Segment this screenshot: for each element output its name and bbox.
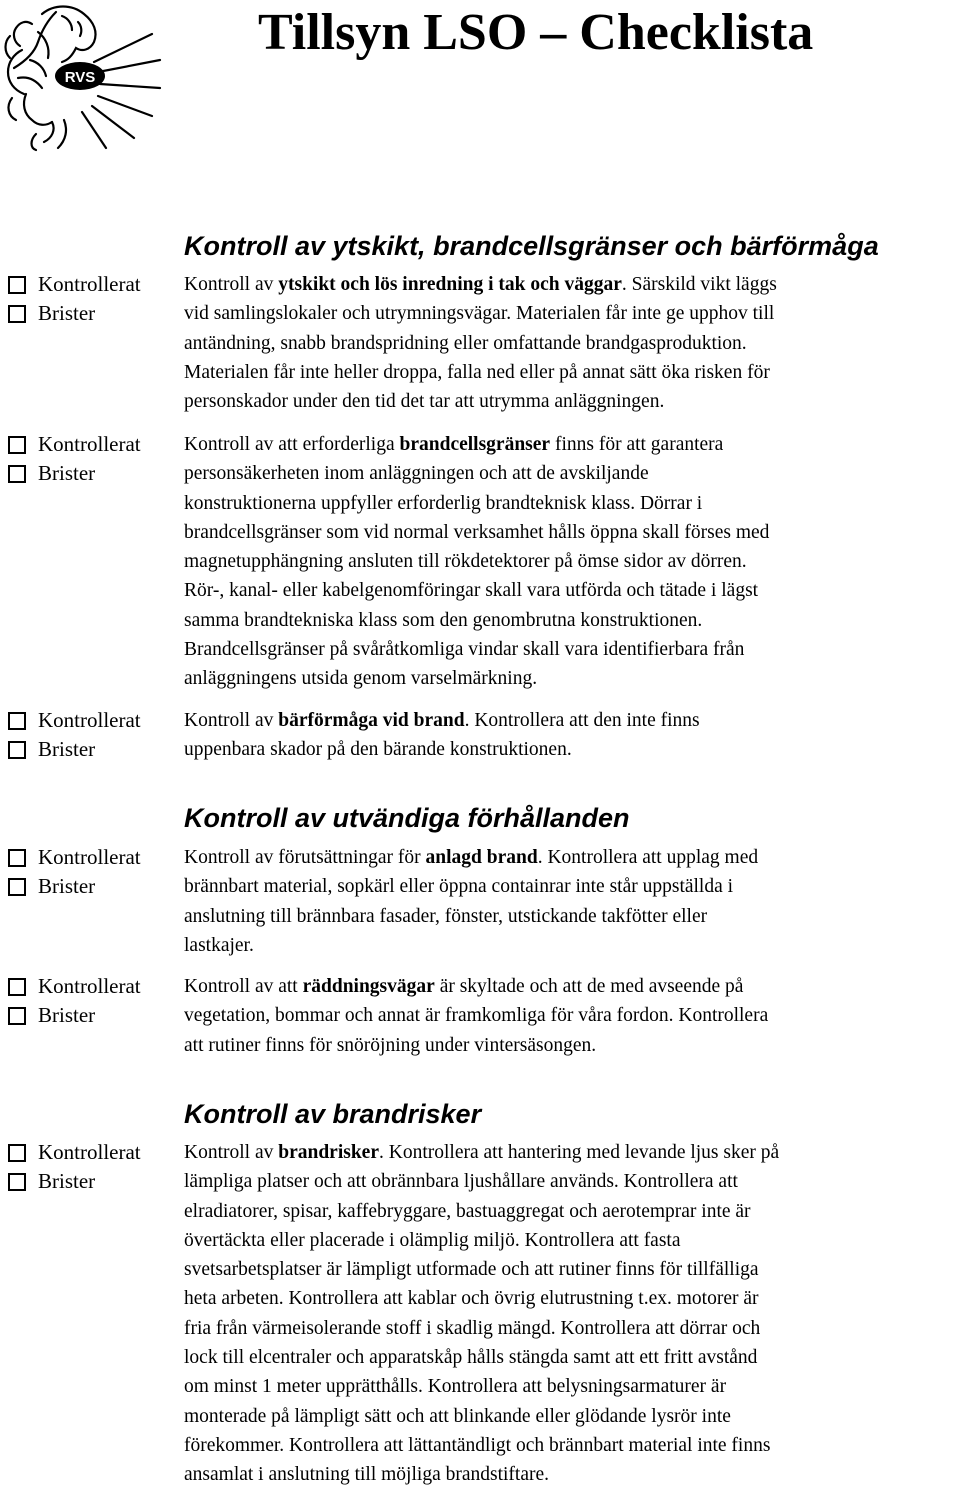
logo-text: RVS: [64, 69, 96, 86]
text-line: Kontroll av att erforderliga brandcellsgränser finns för att garantera: [184, 434, 724, 455]
text-line: vegetation, bommar och annat är framkomliga för våra fordon. Kontrollera: [184, 1005, 769, 1027]
section-heading: Kontroll av utvändiga förhållanden: [184, 803, 630, 833]
checkbox-group: [8, 430, 178, 489]
item-text: [184, 843, 960, 960]
section-heading: Kontroll av brandrisker: [184, 1099, 482, 1129]
checked-label: Kontrollerat: [38, 1140, 141, 1164]
text-line: monterade på lämpligt sätt och att blinkande eller glödande lysrör inte: [184, 1405, 731, 1427]
item-text: [184, 706, 960, 765]
text-line: brännbart material, sopkärl eller öppna containrar inte står uppställda i: [184, 876, 734, 898]
checked-label: Kontrollerat: [38, 708, 141, 732]
checkbox-icon[interactable]: [8, 1173, 26, 1191]
text-line: att rutiner finns för snöröjning under vintersäsongen.: [184, 1034, 597, 1056]
section-heading: Kontroll av ytskikt, brandcellsgränser och bärförmåga: [184, 231, 879, 261]
checkbox-icon[interactable]: [8, 712, 26, 730]
checked-checkbox[interactable]: [8, 706, 178, 735]
defects-label: Brister: [38, 1169, 96, 1194]
defects-label: Brister: [38, 1003, 96, 1028]
checkbox-icon[interactable]: [8, 276, 26, 294]
text-line: anslutning till brännbara fasader, fönster, utstickande takfötter eller: [184, 905, 708, 927]
checked-label: Kontrollerat: [38, 974, 141, 998]
defects-label: Brister: [38, 874, 96, 899]
rvs-logo: [2, 2, 164, 152]
text-line: lämpliga platser och att obrännbara ljushållare används. Kontrollera att: [184, 1171, 738, 1193]
text-line: magnetupphängning ansluten till rökdetektorer på ömse sidor av dörren.: [184, 551, 747, 573]
checked-checkbox[interactable]: [8, 270, 178, 299]
text-line: Materialen får inte heller droppa, falla ned eller på annat sätt öka risken för: [184, 361, 770, 383]
text-line: lock till elcentraler och apparatskåp hålls stängda samt att ett fritt avstånd: [184, 1347, 758, 1369]
text-line: anläggningens utsida genom varselmärkning.: [184, 668, 538, 690]
text-line: förekommer. Kontrollera att lättantändligt och brännbart material inte finns: [184, 1434, 771, 1456]
text-line: Rör-, kanal- eller kabelgenomföringar skall vara utförda och tätade i lägst: [184, 580, 759, 602]
checkbox-group: [8, 706, 178, 765]
text-line: elradiatorer, spisar, kaffebryggare, bastuaggregat och aerotemprar inte är: [184, 1200, 751, 1222]
item-text: [184, 270, 960, 416]
defects-label: Brister: [38, 737, 96, 762]
defects-label: Brister: [38, 301, 96, 326]
text-line: samma brandtekniska klass som den genombrutna konstruktionen.: [184, 609, 703, 631]
text-line: övertäckta eller placerade i olämplig miljö. Kontrollera att fasta: [184, 1229, 681, 1251]
checked-label: Kontrollerat: [38, 432, 141, 456]
defects-label: Brister: [38, 461, 96, 486]
checked-label: Kontrollerat: [38, 272, 141, 296]
item-text: [184, 430, 960, 694]
defects-checkbox[interactable]: [8, 1001, 178, 1030]
checkbox-icon[interactable]: [8, 978, 26, 996]
defects-checkbox[interactable]: [8, 1167, 178, 1196]
document-title: Tillsyn LSO – Checklista: [258, 4, 814, 61]
checkbox-group: [8, 972, 178, 1031]
text-line: uppenbara skador på den bärande konstruktionen.: [184, 739, 572, 761]
checkbox-group: [8, 1138, 178, 1197]
text-line: konstruktionerna uppfyller erforderlig brandteknisk klass. Dörrar i: [184, 492, 703, 514]
text-line: lastkajer.: [184, 934, 254, 956]
text-line: heta arbeten. Kontrollera att kablar och övrig elutrustning t.ex. motorer är: [184, 1288, 759, 1310]
text-line: Kontroll av förutsättningar för anlagd brand. Kontrollera att upplag med: [184, 847, 759, 868]
defects-checkbox[interactable]: [8, 299, 178, 328]
defects-checkbox[interactable]: [8, 735, 178, 764]
text-line: antändning, snabb brandspridning eller omfattande brandgasproduktion.: [184, 332, 747, 354]
checkbox-icon[interactable]: [8, 1144, 26, 1162]
checkbox-group: [8, 270, 178, 329]
item-text: [184, 972, 960, 1060]
text-line: vid samlingslokaler och utrymningsvägar. Materialen får inte ge upphov till: [184, 303, 775, 325]
text-line: personsäkerheten inom anläggningen och att de avskiljande: [184, 463, 649, 485]
checkbox-icon[interactable]: [8, 1007, 26, 1025]
checkbox-icon[interactable]: [8, 436, 26, 454]
defects-checkbox[interactable]: [8, 872, 178, 901]
text-line: svetsarbetsplatser är lämpligt utformade och att rutiner finns för tillfälliga: [184, 1259, 759, 1281]
checkbox-icon[interactable]: [8, 305, 26, 323]
checkbox-icon[interactable]: [8, 849, 26, 867]
text-line: Kontroll av brandrisker. Kontrollera att hantering med levande ljus sker på: [184, 1142, 780, 1163]
checkbox-icon[interactable]: [8, 465, 26, 483]
checked-checkbox[interactable]: [8, 843, 178, 872]
text-line: Kontroll av ytskikt och lös inredning i tak och väggar. Särskild vikt läggs: [184, 274, 777, 295]
defects-checkbox[interactable]: [8, 459, 178, 488]
checkbox-icon[interactable]: [8, 741, 26, 759]
checkbox-icon[interactable]: [8, 878, 26, 896]
text-line: fria från värmeisolerande stoff i skadlig mängd. Kontrollera att dörrar och: [184, 1317, 761, 1339]
checked-checkbox[interactable]: [8, 1138, 178, 1167]
text-line: om minst 1 meter upprätthålls. Kontrollera att belysningsarmaturer är: [184, 1376, 727, 1398]
checkbox-group: [8, 843, 178, 902]
text-line: Kontroll av att räddningsvägar är skyltade och att de med avseende på: [184, 976, 744, 997]
text-line: ansamlat i anslutning till möjliga brandstiftare.: [184, 1464, 550, 1486]
text-line: personskador under den tid det tar att utrymma anläggningen.: [184, 391, 665, 413]
text-line: Kontroll av bärförmåga vid brand. Kontrollera att den inte finns: [184, 710, 700, 731]
item-text: [184, 1138, 960, 1490]
text-line: Brandcellsgränser på svåråtkomliga vindar skall vara identifierbara från: [184, 639, 745, 661]
text-line: brandcellsgränser som vid normal verksamhet hålls öppna skall förses med: [184, 521, 770, 543]
checked-label: Kontrollerat: [38, 845, 141, 869]
checked-checkbox[interactable]: [8, 430, 178, 459]
checked-checkbox[interactable]: [8, 972, 178, 1001]
